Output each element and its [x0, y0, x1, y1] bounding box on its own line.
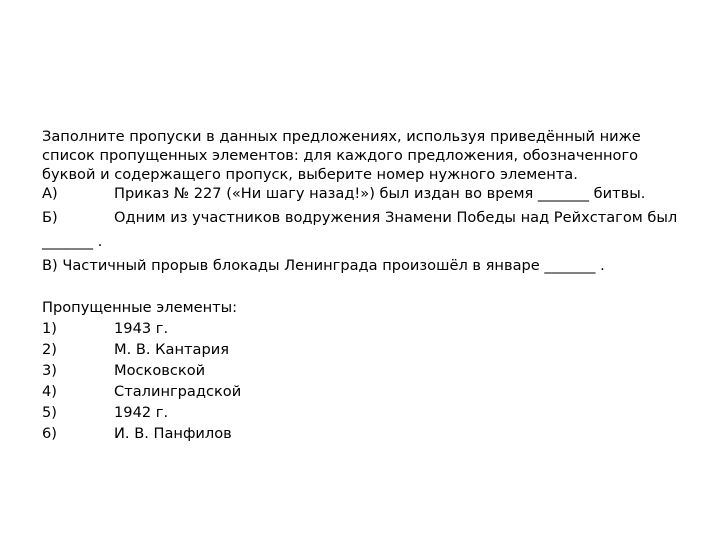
- sentence-text: Одним из участников водружения Знамени Победы над Рейхстагом был: [114, 209, 678, 226]
- element-key: 4): [42, 383, 57, 400]
- sentence-key: А): [42, 185, 58, 202]
- element-key: 3): [42, 362, 57, 379]
- element-key: 5): [42, 404, 57, 421]
- sentence-text: Приказ № 227 («Ни шагу назад!») был издан во время _______ битвы.: [114, 185, 646, 202]
- element-text: Московской: [114, 362, 206, 379]
- sentence-b: [42, 208, 702, 227]
- element-item: [42, 382, 702, 401]
- elements-heading: Пропущенные элементы:: [42, 299, 238, 316]
- element-item: [42, 340, 702, 359]
- sentence-key: Б): [42, 209, 58, 226]
- element-text: М. В. Кантария: [114, 341, 229, 358]
- element-text: И. В. Панфилов: [114, 425, 232, 442]
- instruction-line: список пропущенных элементов: для каждого предложения, обозначенного: [42, 147, 639, 164]
- element-item: [42, 319, 702, 338]
- instruction-line: буквой и содержащего пропуск, выберите номер нужного элемента.: [42, 166, 578, 183]
- task-text-block: [42, 127, 702, 443]
- element-item: [42, 403, 702, 422]
- element-key: 6): [42, 425, 57, 442]
- sentence-v: В) Частичный прорыв блокады Ленинграда произошёл в январе _______ .: [42, 257, 605, 274]
- element-text: Сталинградской: [114, 383, 242, 400]
- instruction-line: Заполните пропуски в данных предложениях, используя приведённый ниже: [42, 128, 641, 145]
- element-text: 1942 г.: [114, 404, 169, 421]
- element-key: 2): [42, 341, 57, 358]
- element-item: [42, 361, 702, 380]
- sentence-a: [42, 184, 702, 203]
- element-item: [42, 424, 702, 443]
- element-key: 1): [42, 320, 57, 337]
- sentence-b-continuation: _______ .: [42, 233, 103, 250]
- element-text: 1943 г.: [114, 320, 169, 337]
